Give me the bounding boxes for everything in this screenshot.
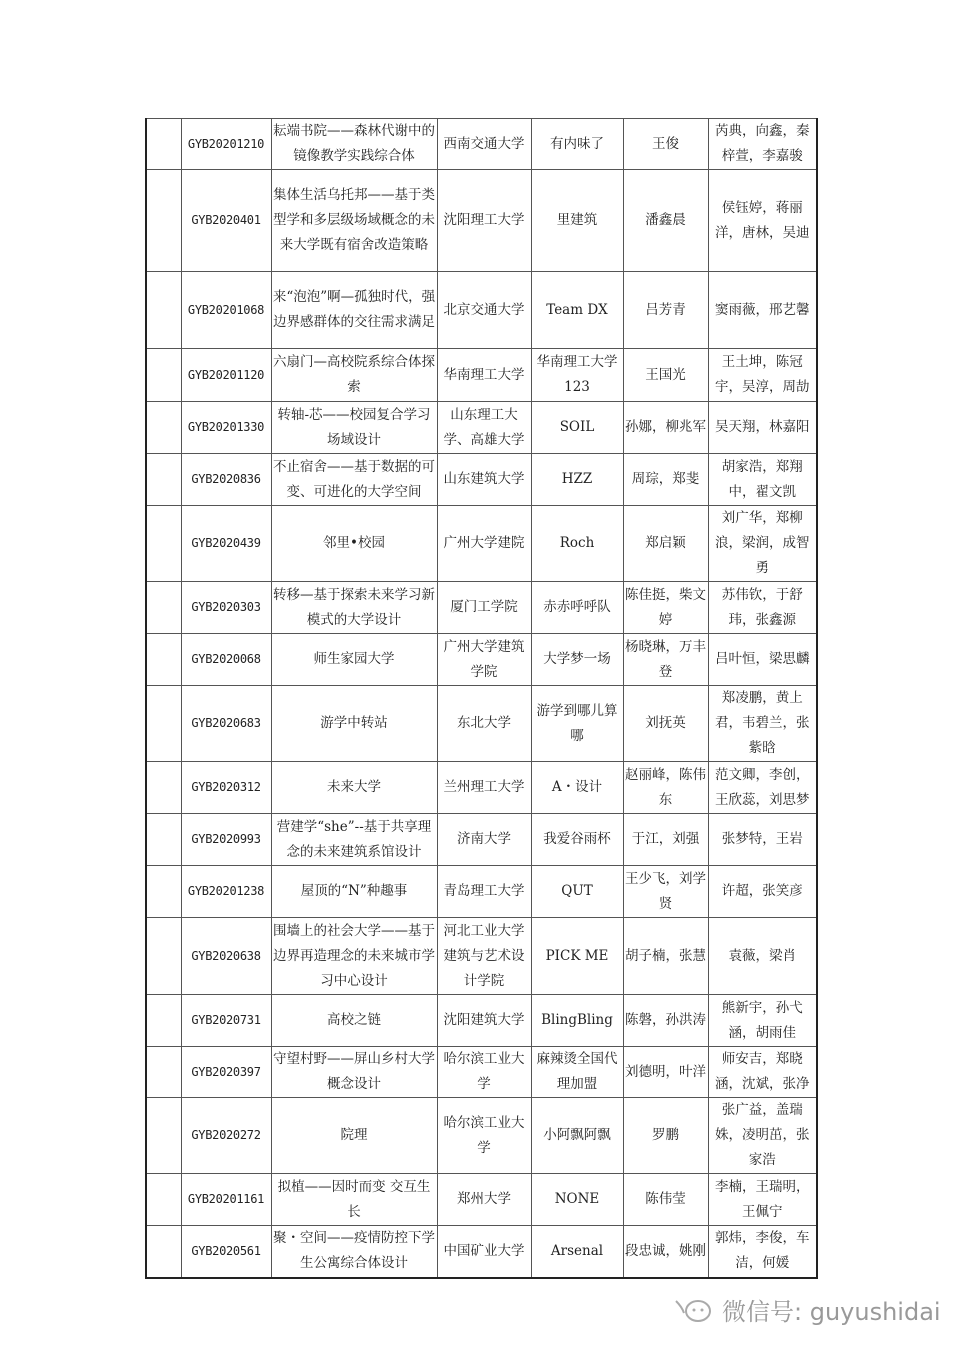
project-code-cell: GYB20201210 <box>181 119 271 170</box>
team-name-cell: BlingBling <box>531 995 623 1047</box>
project-code-cell: GYB2020993 <box>181 814 271 866</box>
advisor-cell: 吕芳青 <box>623 272 708 349</box>
project-code-cell: GYB20201238 <box>181 866 271 918</box>
blank-cell <box>146 995 181 1047</box>
members-cell: 郭炜，李俊，车洁，何媛 <box>708 1226 817 1278</box>
university-cell: 济南大学 <box>437 814 531 866</box>
members-cell: 熊新宇，孙弋涵，胡雨佳 <box>708 995 817 1047</box>
project-title-cell: 围墙上的社会大学——基于边界再造理念的未来城市学习中心设计 <box>271 918 437 995</box>
table-row <box>146 170 817 272</box>
university-cell: 哈尔滨工业大学 <box>437 1098 531 1174</box>
university-cell: 青岛理工大学 <box>437 866 531 918</box>
project-code-cell: GYB2020312 <box>181 762 271 814</box>
project-title-cell: 邻里•校园 <box>271 506 437 582</box>
advisor-cell: 郑启颖 <box>623 506 708 582</box>
team-name-cell: PICK ME <box>531 918 623 995</box>
blank-cell <box>146 506 181 582</box>
blank-cell <box>146 582 181 634</box>
table-row <box>146 454 817 506</box>
project-code-cell: GYB20201330 <box>181 402 271 454</box>
blank-cell <box>146 170 181 272</box>
team-name-cell: 大学梦一场 <box>531 634 623 686</box>
blank-cell <box>146 866 181 918</box>
university-cell: 华南理工大学 <box>437 349 531 402</box>
project-title-cell: 来“泡泡”啊—孤独时代，强边界感群体的交往需求满足 <box>271 272 437 349</box>
table-row <box>146 866 817 918</box>
team-name-cell: 小阿飘阿飘 <box>531 1098 623 1174</box>
members-cell: 胡家浩，郑翔中，翟文凯 <box>708 454 817 506</box>
table-row <box>146 814 817 866</box>
project-title-cell: 转轴-芯——校园复合学习场域设计 <box>271 402 437 454</box>
table-row <box>146 918 817 995</box>
table-row <box>146 762 817 814</box>
project-title-cell: 集体生活乌托邦——基于类型学和多层级场域概念的未来大学既有宿舍改造策略 <box>271 170 437 272</box>
table-row <box>146 686 817 762</box>
wechat-icon <box>672 1293 716 1327</box>
blank-cell <box>146 814 181 866</box>
advisor-cell: 胡子楠，张慧 <box>623 918 708 995</box>
university-cell: 厦门工学院 <box>437 582 531 634</box>
project-table <box>145 118 818 1279</box>
team-name-cell: 华南理工大学123 <box>531 349 623 402</box>
project-title-cell: 师生家园大学 <box>271 634 437 686</box>
members-cell: 张梦特，王岩 <box>708 814 817 866</box>
project-code-cell: GYB2020068 <box>181 634 271 686</box>
team-name-cell: SOIL <box>531 402 623 454</box>
blank-cell <box>146 402 181 454</box>
project-title-cell: 未来大学 <box>271 762 437 814</box>
project-code-cell: GYB2020401 <box>181 170 271 272</box>
project-title-cell: 高校之链 <box>271 995 437 1047</box>
members-cell: 范文卿，李创，王欣蕊，刘思梦 <box>708 762 817 814</box>
advisor-cell: 孙娜，柳兆军 <box>623 402 708 454</box>
team-name-cell: 里建筑 <box>531 170 623 272</box>
blank-cell <box>146 1174 181 1226</box>
members-cell: 芮典，向鑫，秦梓萱，李嘉骏 <box>708 119 817 170</box>
table-row <box>146 634 817 686</box>
project-title-cell: 转移—基于探索未来学习新模式的大学设计 <box>271 582 437 634</box>
table-row <box>146 119 817 170</box>
table-row <box>146 506 817 582</box>
members-cell: 许超，张笑彦 <box>708 866 817 918</box>
university-cell: 哈尔滨工业大学 <box>437 1047 531 1098</box>
members-cell: 王土坤，陈冠宇，吴淳，周劼 <box>708 349 817 402</box>
watermark-text: 微信号: guyushidai <box>722 1298 941 1326</box>
blank-cell <box>146 272 181 349</box>
university-cell: 沈阳建筑大学 <box>437 995 531 1047</box>
team-name-cell: QUT <box>531 866 623 918</box>
advisor-cell: 潘鑫晨 <box>623 170 708 272</box>
project-title-cell: 耘端书院——森林代谢中的镜像教学实践综合体 <box>271 119 437 170</box>
project-title-cell: 营建学“she”--基于共享理念的未来建筑系馆设计 <box>271 814 437 866</box>
project-code-cell: GYB2020638 <box>181 918 271 995</box>
members-cell: 袁薇，梁肖 <box>708 918 817 995</box>
members-cell: 李楠，王瑞明，王佩宁 <box>708 1174 817 1226</box>
project-code-cell: GYB2020303 <box>181 582 271 634</box>
advisor-cell: 段忠诚，姚刚 <box>623 1226 708 1278</box>
advisor-cell: 王少飞，刘学贤 <box>623 866 708 918</box>
team-name-cell: 我爱谷雨杯 <box>531 814 623 866</box>
team-name-cell: NONE <box>531 1174 623 1226</box>
project-title-cell: 不止宿舍——基于数据的可变、可进化的大学空间 <box>271 454 437 506</box>
blank-cell <box>146 1098 181 1174</box>
table-row <box>146 1226 817 1278</box>
members-cell: 郑凌鹏，黄上君，韦碧兰，张紫晗 <box>708 686 817 762</box>
university-cell: 山东理工大学、高雄大学 <box>437 402 531 454</box>
project-code-cell: GYB2020397 <box>181 1047 271 1098</box>
university-cell: 山东建筑大学 <box>437 454 531 506</box>
university-cell: 北京交通大学 <box>437 272 531 349</box>
project-code-cell: GYB20201161 <box>181 1174 271 1226</box>
university-cell: 河北工业大学建筑与艺术设计学院 <box>437 918 531 995</box>
table-row <box>146 995 817 1047</box>
team-name-cell: 赤赤呼呼队 <box>531 582 623 634</box>
advisor-cell: 杨晓琳，万丰登 <box>623 634 708 686</box>
project-code-cell: GYB2020561 <box>181 1226 271 1278</box>
university-cell: 沈阳理工大学 <box>437 170 531 272</box>
table-row <box>146 1098 817 1174</box>
advisor-cell: 周琮，郑斐 <box>623 454 708 506</box>
table-row <box>146 1174 817 1226</box>
blank-cell <box>146 634 181 686</box>
project-code-cell: GYB20201068 <box>181 272 271 349</box>
table-row <box>146 1047 817 1098</box>
members-cell: 苏伟钦，于舒玮，张鑫源 <box>708 582 817 634</box>
university-cell: 广州大学建院 <box>437 506 531 582</box>
wechat-watermark <box>672 1292 941 1327</box>
table-row <box>146 349 817 402</box>
team-name-cell: 有内味了 <box>531 119 623 170</box>
advisor-cell: 于江，刘强 <box>623 814 708 866</box>
members-cell: 刘广华，郑柳浪，梁润，成智勇 <box>708 506 817 582</box>
university-cell: 兰州理工大学 <box>437 762 531 814</box>
blank-cell <box>146 1047 181 1098</box>
members-cell: 侯钰婷，蒋丽洋，唐林，吴迪 <box>708 170 817 272</box>
members-cell: 吴天翔，林嘉阳 <box>708 402 817 454</box>
advisor-cell: 赵丽峰，陈伟东 <box>623 762 708 814</box>
blank-cell <box>146 1226 181 1278</box>
project-code-cell: GYB2020731 <box>181 995 271 1047</box>
project-title-cell: 聚・空间——疫情防控下学生公寓综合体设计 <box>271 1226 437 1278</box>
university-cell: 中国矿业大学 <box>437 1226 531 1278</box>
team-name-cell: HZZ <box>531 454 623 506</box>
members-cell: 窦雨薇，邢艺馨 <box>708 272 817 349</box>
advisor-cell: 刘德明，叶洋 <box>623 1047 708 1098</box>
project-code-cell: GYB2020836 <box>181 454 271 506</box>
advisor-cell: 罗鹏 <box>623 1098 708 1174</box>
team-name-cell: A・设计 <box>531 762 623 814</box>
project-code-cell: GYB2020272 <box>181 1098 271 1174</box>
advisor-cell: 刘抚英 <box>623 686 708 762</box>
members-cell: 师安吉，郑晓涵，沈斌，张净 <box>708 1047 817 1098</box>
blank-cell <box>146 686 181 762</box>
blank-cell <box>146 349 181 402</box>
blank-cell <box>146 119 181 170</box>
table-row <box>146 402 817 454</box>
team-name-cell: 麻辣烫全国代理加盟 <box>531 1047 623 1098</box>
team-name-cell: Arsenal <box>531 1226 623 1278</box>
university-cell: 东北大学 <box>437 686 531 762</box>
university-cell: 郑州大学 <box>437 1174 531 1226</box>
advisor-cell: 王国光 <box>623 349 708 402</box>
table-row <box>146 272 817 349</box>
team-name-cell: Team DX <box>531 272 623 349</box>
project-code-cell: GYB2020439 <box>181 506 271 582</box>
members-cell: 张广益，盖瑞姝，凌明茁，张家浩 <box>708 1098 817 1174</box>
blank-cell <box>146 454 181 506</box>
university-cell: 西南交通大学 <box>437 119 531 170</box>
project-title-cell: 拟植——因时而变 交互生长 <box>271 1174 437 1226</box>
team-name-cell: 游学到哪儿算哪 <box>531 686 623 762</box>
team-name-cell: Roch <box>531 506 623 582</box>
blank-cell <box>146 918 181 995</box>
advisor-cell: 陈伟莹 <box>623 1174 708 1226</box>
university-cell: 广州大学建筑学院 <box>437 634 531 686</box>
blank-cell <box>146 762 181 814</box>
advisor-cell: 陈磐，孙洪涛 <box>623 995 708 1047</box>
project-code-cell: GYB20201120 <box>181 349 271 402</box>
project-title-cell: 游学中转站 <box>271 686 437 762</box>
advisor-cell: 陈佳挺，柴文婷 <box>623 582 708 634</box>
project-title-cell: 屋顶的“N”种趣事 <box>271 866 437 918</box>
members-cell: 吕叶恒，梁思麟 <box>708 634 817 686</box>
project-title-cell: 院理 <box>271 1098 437 1174</box>
project-code-cell: GYB2020683 <box>181 686 271 762</box>
project-title-cell: 六扇门—高校院系综合体探索 <box>271 349 437 402</box>
table-row <box>146 582 817 634</box>
advisor-cell: 王俊 <box>623 119 708 170</box>
project-title-cell: 守望村野——屏山乡村大学概念设计 <box>271 1047 437 1098</box>
